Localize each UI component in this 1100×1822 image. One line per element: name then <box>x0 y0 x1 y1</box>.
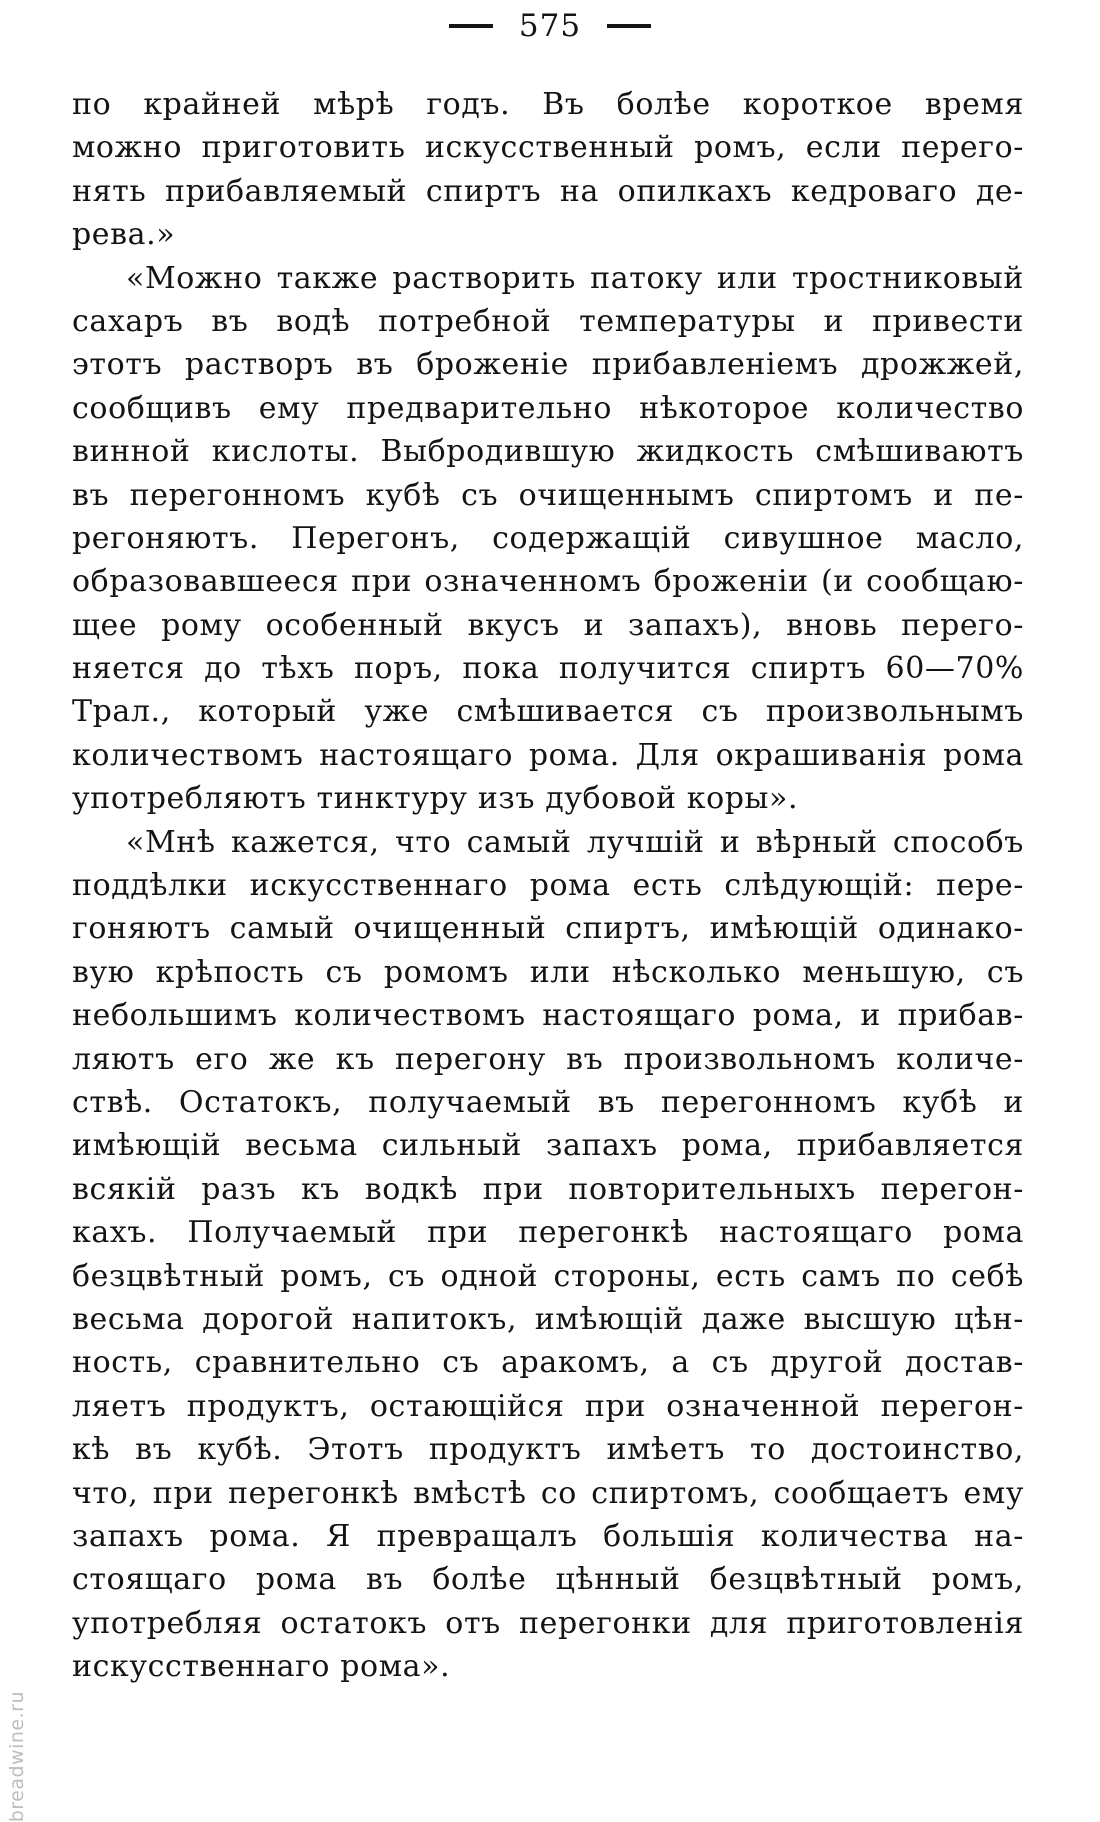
paragraph-3 <box>72 821 1024 1689</box>
text-line: по крайней мѣрѣ годъ. Въ болѣе короткое время <box>72 87 1024 122</box>
text-line: вую крѣпость съ ромомъ или нѣсколько меньшую, съ <box>72 954 1024 990</box>
text-line: винной кислоты. Выбродившую жидкость смѣшиваютъ <box>72 434 1024 470</box>
text-line: имѣющій весьма сильный запахъ рома, прибавляется <box>72 1128 1024 1164</box>
text-line: «Мнѣ кажется, что самый лучшій и вѣрный способъ <box>126 824 1024 860</box>
text-line: рева.» <box>72 217 176 253</box>
text-line: регоняютъ. Перегонъ, содержащій сивушное масло, <box>72 520 1024 556</box>
text-line: нять прибавляемый спиртъ на опилкахъ кедроваго де- <box>72 173 1024 209</box>
text-line: искусственнаго рома». <box>72 1649 451 1685</box>
text-line: кѣ въ кубѣ. Этотъ продуктъ имѣетъ то достоинство, <box>72 1432 1024 1468</box>
text-line: ляютъ его же къ перегону въ произвольномъ количе- <box>72 1041 1024 1077</box>
watermark: breadwine.ru <box>6 1691 28 1822</box>
page-header <box>0 6 1100 46</box>
text-line: стоящаго рома въ болѣе цѣнный безцвѣтный ромъ, <box>72 1562 1024 1598</box>
text-line: что, при перегонкѣ вмѣстѣ со спиртомъ, сообщаетъ ему <box>72 1475 1024 1511</box>
text-line: безцвѣтный ромъ, съ одной стороны, есть самъ по себѣ <box>72 1258 1024 1294</box>
paragraph-2 <box>72 257 1024 821</box>
text-line: этотъ растворъ въ броженіе прибавленіемъ дрожжей, <box>72 347 1024 383</box>
text-line: кахъ. Получаемый при перегонкѣ настоящаго рома <box>72 1215 1024 1251</box>
text-line: гоняютъ самый очищенный спиртъ, имѣющій одинако- <box>72 911 1024 947</box>
text-line: Трал., который уже смѣшивается съ произвольнымъ <box>72 694 1024 730</box>
text-line: щее рому особенный вкусъ и запахъ), вновь перего- <box>72 607 1024 643</box>
text-line: всякій разъ къ водкѣ при повторительныхъ перегон- <box>72 1171 1024 1207</box>
text-line: весьма дорогой напитокъ, имѣющій даже высшую цѣн- <box>72 1301 1024 1337</box>
text-line: въ перегонномъ кубѣ съ очищеннымъ спиртомъ и пе- <box>72 477 1024 513</box>
text-line: употребляютъ тинктуру изъ дубовой коры». <box>72 781 799 817</box>
text-line: няется до тѣхъ поръ, пока получится спиртъ 60—70% <box>72 651 1024 687</box>
page-number: 575 <box>518 8 582 44</box>
text-line: количествомъ настоящаго рома. Для окрашиванія рома <box>72 737 1024 773</box>
text-line: небольшимъ количествомъ настоящаго рома, и прибав- <box>72 998 1024 1034</box>
text-line: ность, сравнительно съ аракомъ, а съ другой достав- <box>72 1345 1024 1381</box>
text-line: ляетъ продуктъ, остающійся при означенной перегон- <box>72 1388 1024 1424</box>
left-dash <box>449 24 493 28</box>
text-line: употребляя остатокъ отъ перегонки для приготовленія <box>72 1605 1024 1641</box>
text-line: запахъ рома. Я превращалъ большія количества на- <box>72 1518 1024 1554</box>
text-line: ствѣ. Остатокъ, получаемый въ перегонномъ кубѣ и <box>72 1084 1024 1120</box>
text-line: сообщивъ ему предварительно нѣкоторое количество <box>72 390 1024 426</box>
text-line: поддѣлки искусственнаго рома есть слѣдующій: пере- <box>72 868 1024 904</box>
text-line: «Можно также растворить патоку или тростниковый <box>126 260 1024 296</box>
body-text <box>72 83 1024 1688</box>
paragraph-1 <box>72 83 1024 257</box>
right-dash <box>607 24 651 28</box>
text-line: сахаръ въ водѣ потребной температуры и привести <box>72 303 1024 339</box>
text-line: можно приготовить искусственный ромъ, если перего- <box>72 130 1024 166</box>
text-line: образовавшееся при означенномъ броженіи (и сообщаю- <box>72 564 1024 600</box>
